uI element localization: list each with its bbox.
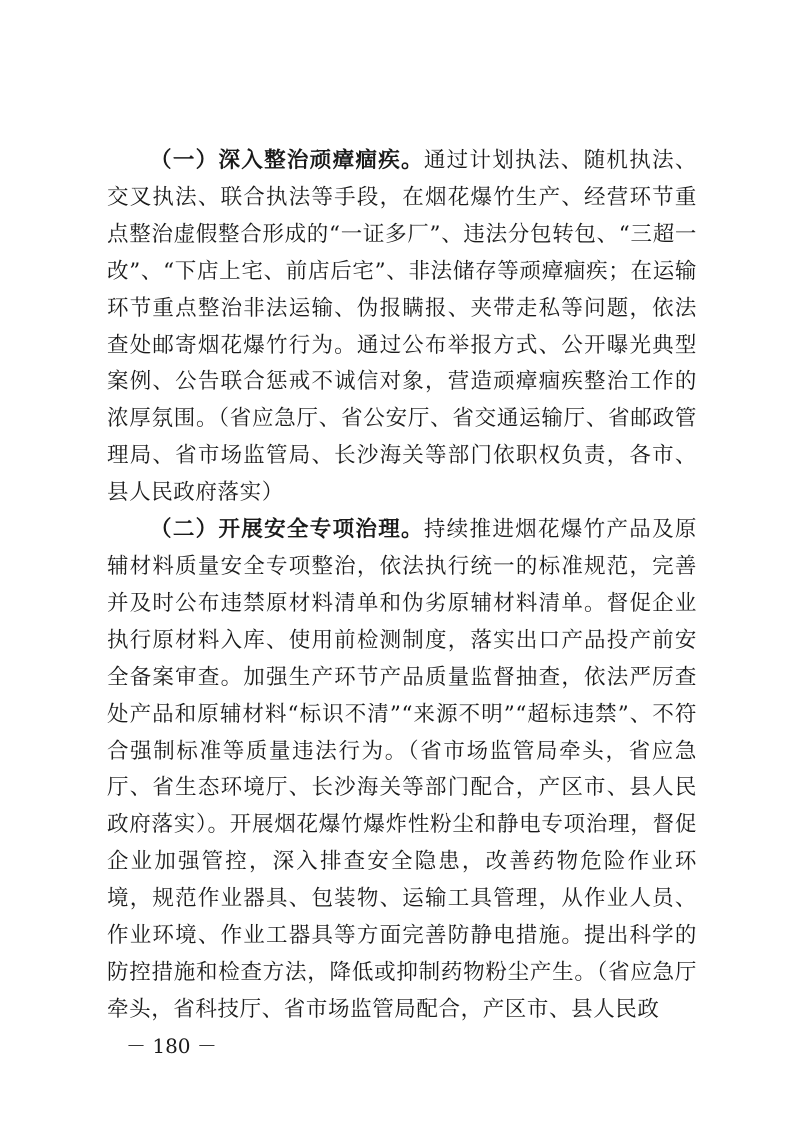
paragraph-two: [107, 512, 697, 1029]
paragraph-one-heading: （一）深入整治顽瘴痼疾。: [150, 148, 424, 173]
document-body: [107, 143, 697, 1029]
paragraph-one: [107, 143, 697, 512]
paragraph-two-heading: （二）开展安全专项治理。: [150, 517, 424, 543]
paragraph-two-text: 持续推进烟花爆竹产品及原辅材料质量安全专项整治，依法执行统一的标准规范，完善并及时公布违禁原材料清单和伪劣原辅材料清单。督促企业执行原材料入库、使用前检测制度，落实出口产品投产前安全备案审查。加强生产环节产品质量监督抽查，依法严厉查处产品和原辅材料“标识不清”“来源不明”“超标违禁”、不符合强制标准等质量违法行为。（省市场监管局牵头，省应急厅、省生态环境厅、长沙海关等部门配合，产区市、县人民政府落实）。开展烟花爆竹爆炸性粉尘和静电专项治理，督促企业加强管控，深入排查安全隐患，改善药物危险作业环境，规范作业器具、包装物、运输工具管理，从作业人员、作业环境、作业工器具等方面完善防静电措施。提出科学的防控措施和检查方法，降低或抑制药物粉尘产生。（省应急厅牵头，省科技厅、省市场监管局配合，产区市、县人民政: [107, 517, 697, 1022]
page-number: － 180 －: [126, 1034, 217, 1058]
paragraph-one-text: 通过计划执法、随机执法、交叉执法、联合执法等手段，在烟花爆竹生产、经营环节重点整治虚假整合形成的“一证多厂”、违法分包转包、“三超一改”、“下店上宅、前店后宅”、非法储存等顽瘴痼疾；在运输环节重点整治非法运输、伪报瞒报、夹带走私等问题，依法查处邮寄烟花爆竹行为。通过公布举报方式、公开曝光典型案例、公告联合惩戒不诚信对象，营造顽瘴痼疾整治工作的浓厚氛围。（省应急厅、省公安厅、省交通运输厅、省邮政管理局、省市场监管局、长沙海关等部门依职权负责，各市、县人民政府落实）: [107, 148, 697, 506]
